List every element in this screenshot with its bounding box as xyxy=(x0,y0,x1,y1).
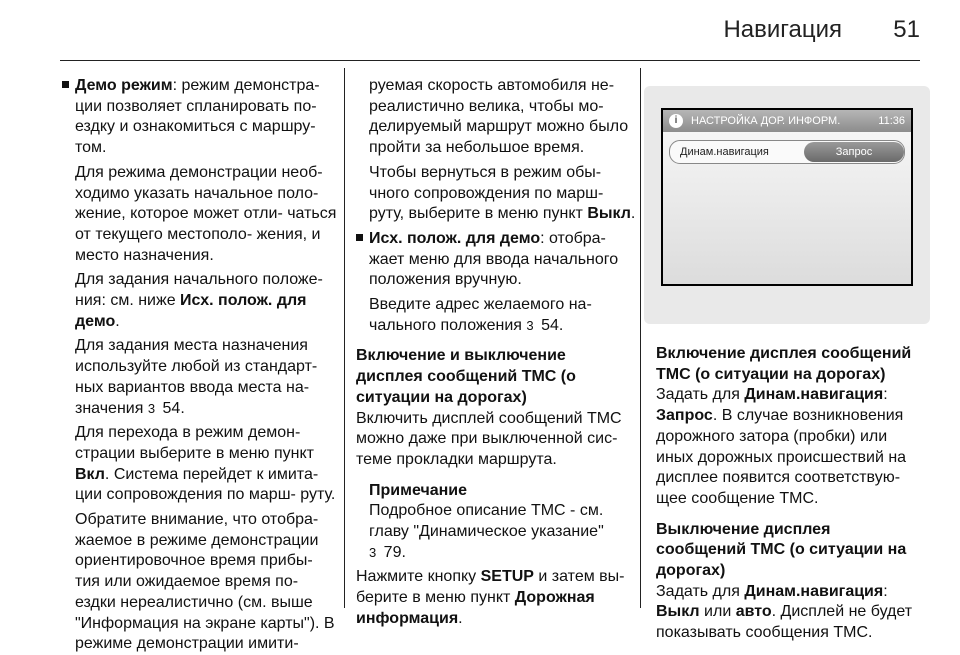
bullet-square-icon xyxy=(356,234,363,241)
page-header-title: Навигация xyxy=(723,16,842,43)
display-frame xyxy=(661,108,913,286)
demo-mode-text: : режим демонстра- ции позволяет спланировать по- ездку и ознакомиться с маршру- том. xyxy=(75,77,320,157)
info-icon: i xyxy=(669,114,683,128)
off-option-text: Выкл xyxy=(587,205,631,223)
demo-mode-label: Демо режим xyxy=(75,77,173,94)
note-box xyxy=(356,481,636,564)
traffic-info-menu-text: Дорожная информация xyxy=(356,589,595,627)
on-option-text: Вкл xyxy=(75,465,105,483)
section-heading: Включение и выключение дисплея сообщений TMC (о ситуации на дорогах) xyxy=(356,347,576,406)
screen-title: НАСТРОЙКА ДОР. ИНФОРМ. xyxy=(691,114,841,127)
paragraph: Задать для Динам.навигация: Выкл или авто. Дисплей не будет показывать сообщения TMC. xyxy=(656,582,913,642)
bullet-demo-mode xyxy=(62,76,340,159)
paragraph: Введите адрес желаемого на- чального положения 3 54. xyxy=(356,295,636,336)
paragraph: Для задания места назначения используйте любой из стандарт- ных вариантов ввода места на- значения 3 54. xyxy=(62,336,340,419)
row-label: Динам.навигация xyxy=(680,145,769,158)
paragraph: Для задания начального положе- ния: см. ниже Исх. полож. для демо. xyxy=(75,271,323,330)
header-rule xyxy=(60,60,920,61)
paragraph: Нажмите кнопку SETUP и затем вы- берите в меню пункт Дорожная информация. xyxy=(356,568,625,627)
screen-content xyxy=(663,132,911,284)
column-3 xyxy=(656,76,924,644)
column-2 xyxy=(356,76,636,630)
screen-illustration xyxy=(644,86,930,324)
paragraph: руемая скорость автомобиля не- реалистично велика, чтобы мо- делируемый маршрут можно было пройти за небольшое время. xyxy=(369,77,629,157)
paragraph: Задать для Динам.навигация: Запрос. В случае возникновения дорожного затора (пробки) или иных дорожных происшествий на дисплее появится соответствую- щее сообщение TMC. xyxy=(656,386,907,507)
demo-start-link-text: Исх. полож. для демо xyxy=(75,292,307,330)
page-ref-arrow-icon: 3 xyxy=(369,544,377,560)
bullet-demo-start: Исх. полож. для демо: отобра- жает меню для ввода начального положения вручную. xyxy=(356,229,636,291)
setup-button-text: SETUP xyxy=(480,568,534,586)
paragraph: Чтобы вернуться в режим обы- чного сопровождения по марш- руту, выберите в меню пункт Выкл. xyxy=(369,163,636,223)
screen-clock: 11:36 xyxy=(878,114,905,127)
page-number: 51 xyxy=(893,16,920,43)
column-divider-1 xyxy=(344,68,345,608)
note-title: Примечание xyxy=(369,481,468,499)
bullet-square-icon xyxy=(62,81,69,88)
column-divider-2 xyxy=(640,68,641,608)
request-value-button[interactable]: Запрос xyxy=(804,142,904,162)
column-1 xyxy=(62,76,340,655)
paragraph: Обратите внимание, что отобра- жаемое в режиме демонстрации ориентировочное время прибы- тия или ожидаемое время по- ездки нереалистично (см. выше "Информация на экране карты"). В режиме демонстрации имити- xyxy=(75,511,335,653)
section-heading: Включение дисплея сообщений TMC (о ситуации на дорогах) xyxy=(656,345,912,383)
page-ref-arrow-icon: 3 xyxy=(147,400,156,416)
page-ref-arrow-icon: 3 xyxy=(526,317,534,333)
paragraph: Для перехода в режим демон- страции выберите в меню пункт Вкл. Система перейдет к имита- ции сопровождения по марш- руту. xyxy=(75,424,336,504)
dynamic-navigation-row[interactable] xyxy=(669,140,905,164)
paragraph: Для режима демонстрации необ- ходимо указать начальное поло- жение, которое может отли- чаться от текущего местополо- жения, и место назначения. xyxy=(75,163,337,264)
demo-start-label: Исх. полож. для демо xyxy=(369,229,541,247)
section-heading: Выключение дисплея сообщений TMC (о ситуации на дорогах) xyxy=(656,520,907,580)
note-text: Подробное описание TMC - см. главу "Динамическое указание" 3 79. xyxy=(369,501,636,563)
screen-title-bar xyxy=(663,110,911,132)
paragraph: Включить дисплей сообщений TMC можно даже при выключенной сис- теме прокладки маршрута. xyxy=(356,409,622,468)
